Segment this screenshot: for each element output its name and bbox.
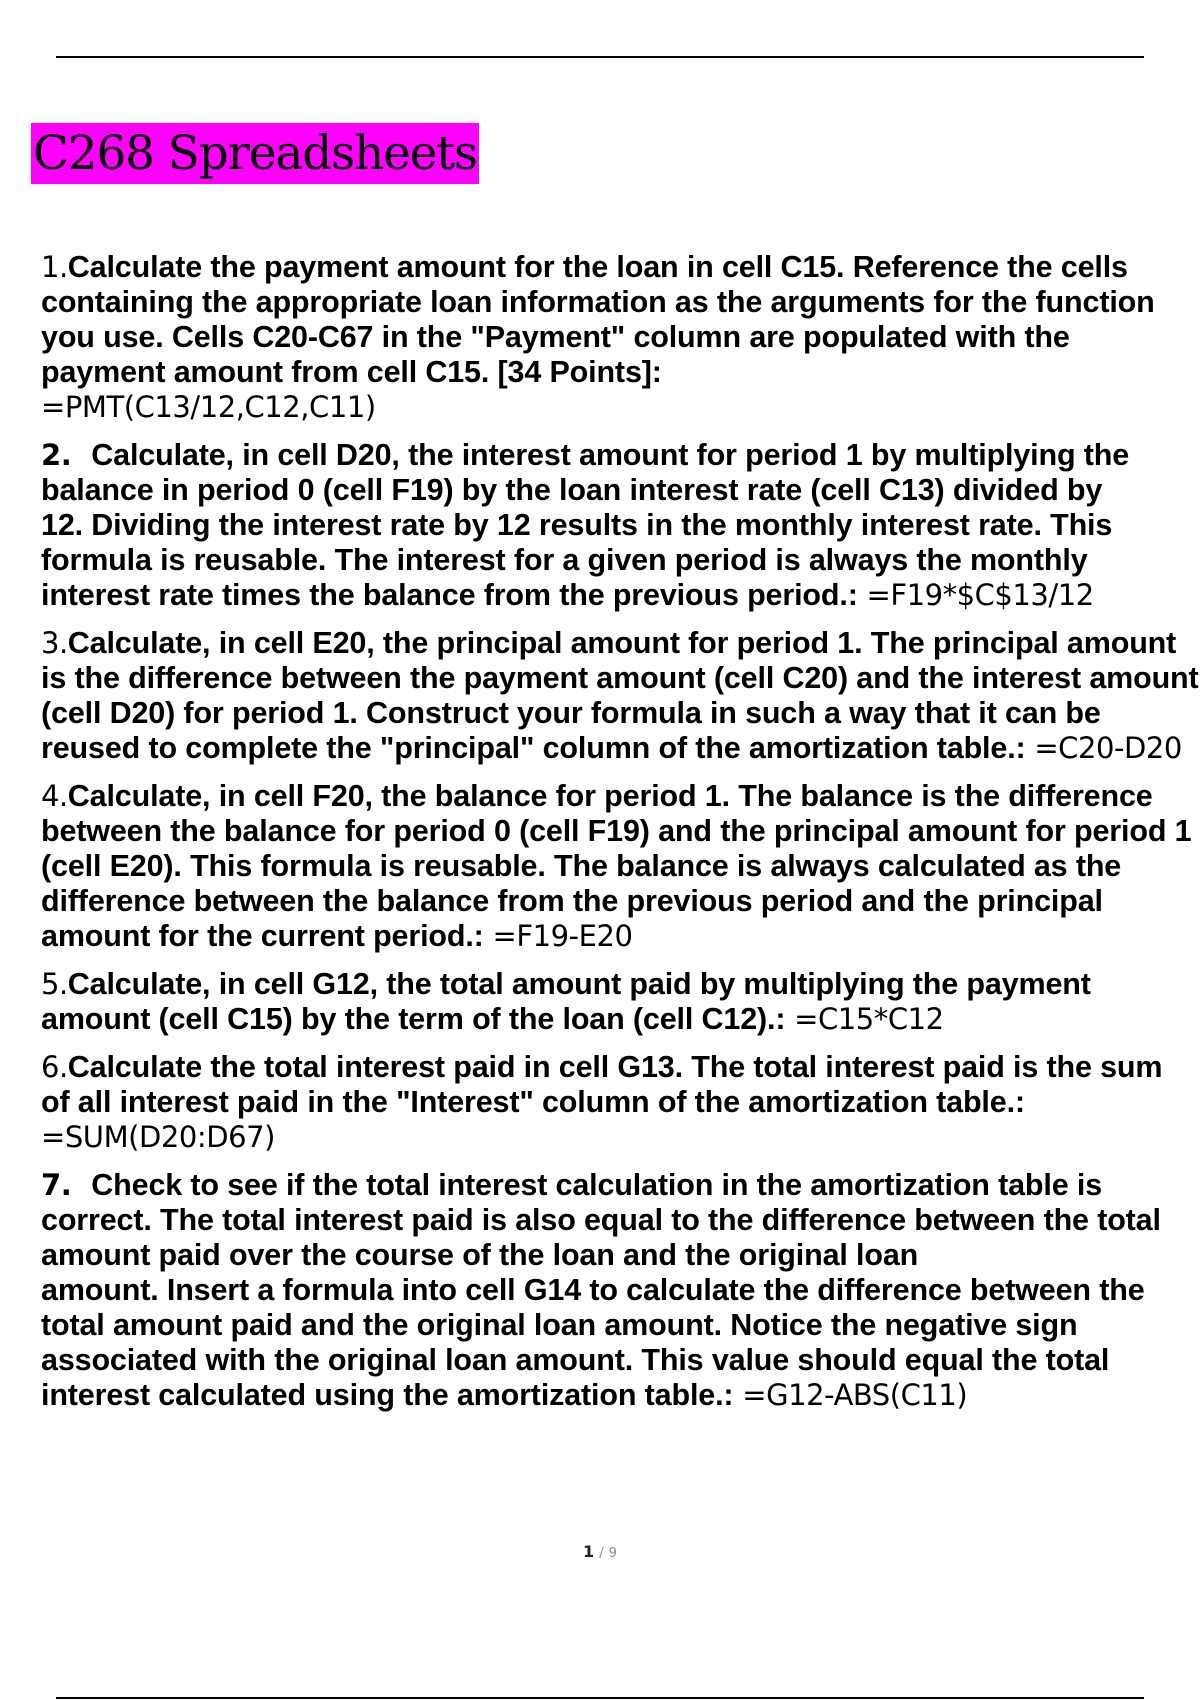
question-prompt-continued: 12. Dividing the interest rate by 12 results in the monthly interest rate. This formula is reusable. The interest for a given period is always the monthly interest rate times the balance from the previous period.: <box>41 508 1113 612</box>
question-prompt: Check to see if the total interest calculation in the amortization table is correct. The total interest paid is also equal to the difference between the total amount paid over the course of the loan and the original loan <box>41 1168 1161 1272</box>
question-6 <box>41 1050 1199 1155</box>
question-prompt: Calculate, in cell G12, the total amount paid by multiplying the payment amount (cell C15) by the term of the loan (cell C12).: <box>41 967 1091 1036</box>
question-answer: =C15*C12 <box>794 1002 944 1036</box>
question-number: 6. <box>41 1050 68 1084</box>
question-answer: =F19-E20 <box>492 919 633 953</box>
question-1 <box>41 250 1199 425</box>
question-prompt: Calculate, in cell E20, the principal amount for period 1. The principal amount is the difference between the payment amount (cell C20) and the interest amount (cell D20) for period 1. Construct your formula in such a way that it can be reused to complete the "principal" column of the amortization table.: <box>41 626 1199 765</box>
question-list <box>41 250 1199 1426</box>
question-answer: =C20-D20 <box>1034 731 1182 765</box>
question-number: 3. <box>41 626 68 660</box>
question-7 <box>41 1168 1199 1413</box>
question-prompt-continued: amount. Insert a formula into cell G14 to calculate the difference between the total amount paid and the original loan amount. Notice the negative sign associated with the original loan amount. This value should equal the total interest calculated using the amortization table.: <box>41 1273 1145 1412</box>
question-prompt: Calculate the total interest paid in cell G13. The total interest paid is the sum of all interest paid in the "Interest" column of the amortization table.: <box>41 1050 1163 1119</box>
page-current: 1 <box>583 1542 595 1561</box>
question-prompt: Calculate the payment amount for the loan in cell C15. Reference the cells containing the appropriate loan information as the arguments for the function you use. Cells C20-C67 in the "Payment" column are populated with the payment amount from cell C15. [34 Points]: <box>41 250 1155 389</box>
question-2 <box>41 438 1199 613</box>
page-total: 9 <box>608 1546 617 1561</box>
question-answer: =F19*$C$13/12 <box>866 578 1094 612</box>
question-answer: =PMT(C13/12,C12,C11) <box>41 390 376 424</box>
question-number: 5. <box>41 967 68 1001</box>
document-title: C268 Spreadsheets <box>31 123 479 184</box>
question-5 <box>41 967 1199 1037</box>
page-separator: / <box>599 1546 604 1561</box>
top-rule <box>56 56 1144 58</box>
question-number: 2. <box>41 438 72 472</box>
question-number: 4. <box>41 779 68 813</box>
question-number: 7. <box>41 1168 72 1202</box>
question-number: 1. <box>41 250 68 284</box>
question-prompt: Calculate, in cell F20, the balance for period 1. The balance is the difference between the balance for period 0 (cell F19) and the principal amount for period 1 (cell E20). This formula is reusable. The balance is always calculated as the difference between the balance from the previous period and the principal amount for the current period.: <box>41 779 1192 953</box>
bottom-rule <box>56 1697 1144 1699</box>
page-number <box>0 1542 1200 1561</box>
question-3 <box>41 626 1199 766</box>
question-4 <box>41 779 1199 954</box>
question-prompt: Calculate, in cell D20, the interest amount for period 1 by multiplying the balance in period 0 (cell F19) by the loan interest rate (cell C13) divided by <box>41 438 1130 507</box>
question-answer: =SUM(D20:D67) <box>41 1120 275 1154</box>
question-answer: =G12-ABS(C11) <box>742 1378 968 1412</box>
